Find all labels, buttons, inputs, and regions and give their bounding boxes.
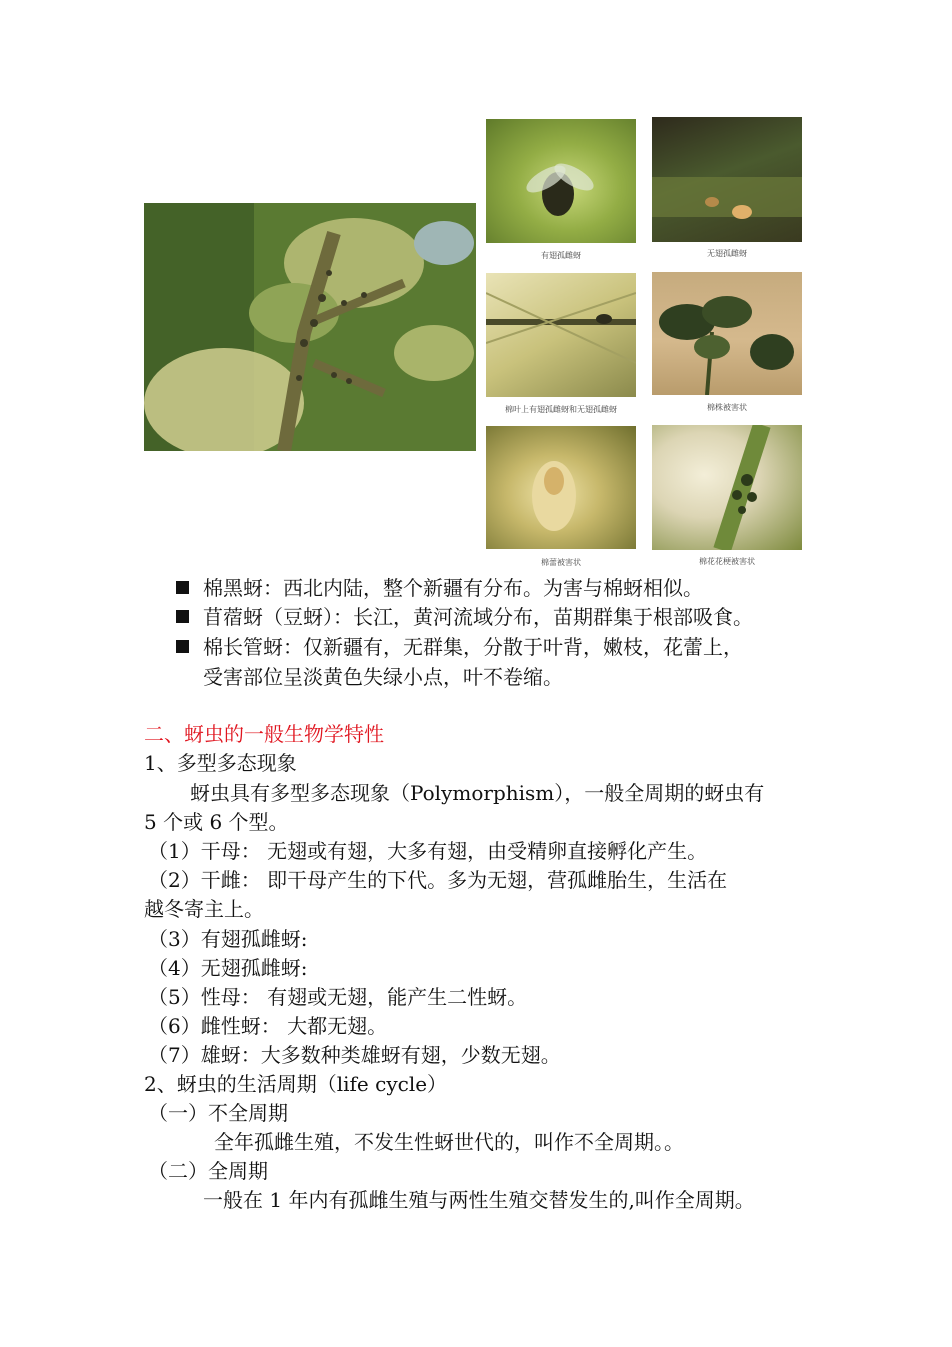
wingless-aphid-art (652, 117, 802, 242)
type-item: （6）雌性蚜： 大都无翅。 (148, 1014, 388, 1038)
type-item: （4）无翅孤雌蚜: (148, 956, 308, 980)
main-aphid-photo (144, 203, 476, 451)
paragraph-line: 蚜虫具有多型多态现象（Polymorphism），一般全周期的蚜虫有 (190, 781, 765, 805)
square-bullet-icon (176, 581, 189, 594)
caption-leaf-aphids: 棉叶上有翅孤雌蚜和无翅孤雌蚜 (505, 405, 617, 414)
type-item: （3）有翅孤雌蚜: (148, 927, 308, 951)
caption-winged-aphid: 有翅孤雌蚜 (541, 251, 581, 260)
caption-wingless-aphid: 无翅孤雌蚜 (707, 249, 747, 258)
panel-winged-aphid (486, 119, 636, 243)
bullet-item-continuation: 受害部位呈淡黄色失绿小点，叶不卷缩。 (203, 665, 563, 689)
bullet-item: 苜蓿蚜（豆蚜）：长江，黄河流域分布，苗期群集于根部吸食。 (176, 603, 753, 631)
stalk-damage-art (652, 425, 802, 550)
paragraph-line: 一般在 1 年内有孤雌生殖与两性生殖交替发生的,叫作全周期。 (203, 1188, 755, 1212)
type-item: （7）雄蚜：大多数种类雄蚜有翅，少数无翅。 (148, 1043, 561, 1067)
caption-stalk-damage: 棉花花梗被害状 (699, 557, 755, 566)
section-heading: 二、蚜虫的一般生物学特性 (144, 722, 384, 746)
leaf-aphids-art (486, 273, 636, 397)
caption-plant-damage: 棉株被害状 (707, 403, 747, 412)
subsection-heading: （二）全周期 (148, 1159, 268, 1183)
bud-damage-art (486, 426, 636, 549)
type-item: （1）干母： 无翅或有翅，大多有翅，由受精卵直接孵化产生。 (148, 839, 708, 863)
type-item: （5）性母： 有翅或无翅，能产生二性蚜。 (148, 985, 528, 1009)
panel-wingless-aphid (652, 117, 802, 242)
plant-damage-art (652, 272, 802, 395)
caption-bud-damage: 棉蕾被害状 (541, 558, 581, 567)
main-photo-art (144, 203, 476, 451)
type-item: （2）干雌： 即干母产生的下代。多为无翅，营孤雌胎生，生活在 (148, 868, 728, 892)
panel-leaf-aphids (486, 273, 636, 397)
panel-bud-damage (486, 426, 636, 549)
winged-aphid-art (486, 119, 636, 243)
bullet-item: 棉长管蚜：仅新疆有，无群集，分散于叶背，嫩枝，花蕾上， (176, 633, 743, 661)
square-bullet-icon (176, 640, 189, 653)
paragraph-line: 越冬寄主上。 (144, 897, 264, 921)
paragraph-line: 全年孤雌生殖，不发生性蚜世代的，叫作不全周期。。 (214, 1130, 684, 1154)
paragraph-line: 5 个或 6 个型。 (144, 810, 289, 834)
panel-stalk-damage (652, 425, 802, 550)
subsection-heading: （一）不全周期 (148, 1101, 288, 1125)
subheading-life-cycle: 2、蚜虫的生活周期（life cycle） (144, 1072, 448, 1096)
subheading-polymorphism: 1、多型多态现象 (144, 751, 297, 775)
square-bullet-icon (176, 610, 189, 623)
bullet-item: 棉黑蚜：西北内陆，整个新疆有分布。为害与棉蚜相似。 (176, 574, 703, 602)
panel-plant-damage (652, 272, 802, 395)
